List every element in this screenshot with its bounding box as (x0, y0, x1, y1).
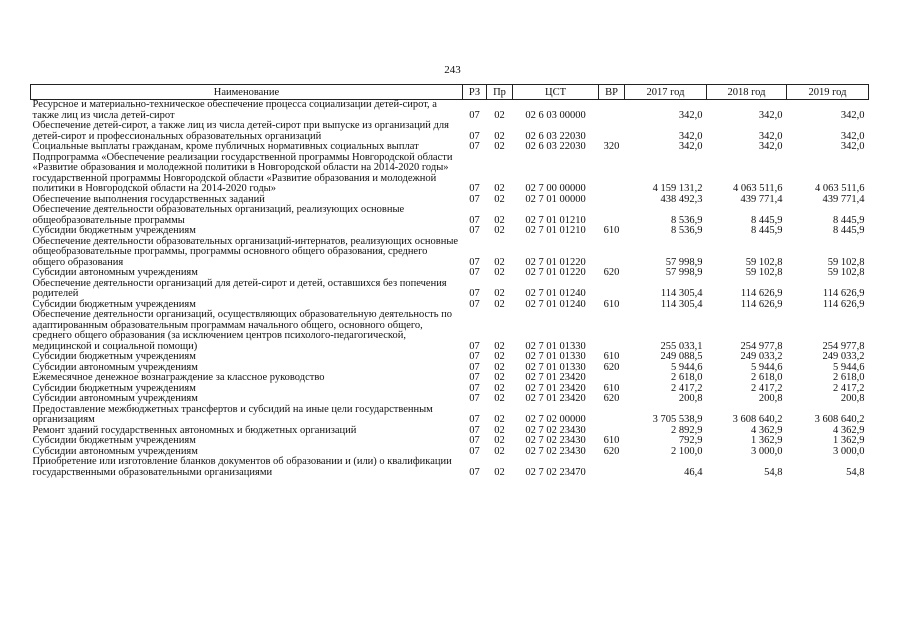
cell-pr: 02 (494, 193, 505, 205)
cell-rz: 07 (469, 445, 480, 457)
cell-cst: 02 7 01 23420 (525, 393, 586, 404)
cell-rz: 07 (469, 130, 480, 142)
cell-2017: 438 492,3 (660, 193, 703, 205)
cell-pr: 02 (494, 109, 505, 121)
cell-2017: 3 705 538,9 (652, 414, 703, 425)
cell-2017: 2 618,0 (671, 372, 703, 383)
cell-vr (599, 279, 625, 300)
cell-name: Обеспечение деятельности образовательных организаций-интернатов, реализующих основные общеобразовательные программы, программы основного общего образования, среднего общего образования (32, 235, 459, 268)
cell-2018: 3 000,0 (751, 445, 783, 457)
cell-rz: 07 (469, 298, 480, 310)
cell-2017: 200,8 (678, 393, 703, 404)
cell-vr (599, 405, 625, 426)
cell-2017: 255 033,1 (660, 340, 703, 352)
cell-2019: 4 362,9 (833, 424, 865, 436)
cell-2018: 54,8 (764, 466, 783, 478)
cell-name: Субсидии автономным учреждениям (32, 445, 198, 457)
table-row (31, 352, 869, 363)
cell-2018: 114 626,9 (740, 288, 783, 299)
cell-pr: 02 (494, 141, 505, 152)
cell-pr: 02 (494, 340, 505, 352)
cell-name: Ремонт зданий государственных автономных и бюджетных организаций (32, 424, 357, 436)
cell-pr: 02 (494, 130, 505, 142)
cell-cst: 02 7 01 01210 (525, 225, 586, 236)
cell-pr: 02 (494, 267, 505, 278)
cell-2017: 249 088,5 (660, 351, 703, 362)
cell-2017: 114 305,4 (660, 288, 703, 299)
cell-pr: 02 (494, 382, 505, 394)
cell-cst: 02 7 01 01240 (525, 298, 586, 310)
cell-vr (599, 205, 625, 226)
cell-name: Субсидии бюджетным учреждениям (32, 435, 196, 446)
cell-2018: 439 771,4 (740, 193, 783, 205)
cell-2019: 254 977,8 (822, 340, 865, 352)
table-row (31, 237, 869, 269)
cell-2018: 4 063 511,6 (733, 183, 783, 194)
cell-2018: 342,0 (758, 130, 783, 142)
cell-cst: 02 7 01 23420 (525, 382, 586, 394)
cell-pr: 02 (494, 466, 505, 478)
cell-2019: 8 445,9 (833, 225, 865, 236)
cell-cst: 02 7 01 01240 (525, 288, 586, 299)
cell-2017: 2 892,9 (671, 424, 703, 436)
cell-2018: 8 445,9 (751, 225, 783, 236)
header-pr: Пр (487, 85, 513, 100)
cell-2019: 249 033,2 (822, 351, 865, 362)
cell-vr (599, 457, 625, 478)
header-cst: ЦСТ (513, 85, 599, 100)
cell-2018: 200,8 (758, 393, 783, 404)
cell-2019: 342,0 (840, 141, 865, 152)
cell-2017: 8 536,9 (671, 225, 703, 236)
cell-vr: 610 (603, 351, 620, 362)
table-row (31, 226, 869, 237)
cell-vr: 320 (603, 141, 620, 152)
cell-2018: 8 445,9 (751, 214, 783, 226)
cell-rz: 07 (469, 435, 480, 446)
cell-pr: 02 (494, 445, 505, 457)
cell-rz: 07 (469, 466, 480, 478)
cell-cst: 02 7 01 01330 (525, 340, 586, 352)
cell-2018: 342,0 (758, 109, 783, 121)
cell-rz: 07 (469, 288, 480, 299)
cell-2019: 114 626,9 (822, 298, 865, 310)
cell-vr: 620 (603, 393, 620, 404)
cell-2018: 342,0 (758, 141, 783, 152)
cell-vr (599, 237, 625, 269)
cell-rz: 07 (469, 361, 480, 373)
cell-pr: 02 (494, 372, 505, 383)
cell-2019: 3 608 640,2 (814, 414, 865, 425)
cell-2017: 46,4 (684, 466, 703, 478)
cell-2018: 4 362,9 (751, 424, 783, 436)
table-row (31, 121, 869, 142)
cell-pr: 02 (494, 256, 505, 268)
cell-2017: 792,9 (678, 435, 703, 446)
cell-cst: 02 7 02 23470 (525, 466, 586, 478)
header-2018: 2018 год (707, 85, 787, 100)
cell-vr: 620 (603, 445, 620, 457)
cell-name: Обеспечение деятельности организаций для детей-сирот и детей, оставшихся без попечения родителей (32, 277, 447, 299)
header-2017: 2017 год (625, 85, 707, 100)
cell-2019: 200,8 (840, 393, 865, 404)
cell-rz: 07 (469, 267, 480, 278)
cell-cst: 02 6 03 22030 (525, 141, 586, 152)
cell-cst: 02 7 01 00000 (525, 193, 586, 205)
cell-pr: 02 (494, 361, 505, 373)
cell-vr (599, 153, 625, 195)
cell-rz: 07 (469, 372, 480, 383)
cell-name: Субсидии автономным учреждениям (32, 393, 198, 404)
cell-vr: 610 (603, 298, 620, 310)
cell-name: Обеспечение деятельности организаций, осуществляющих образовательную деятельность по адаптированным образовательным программам начального общего, основного общего, среднего общего образования (за исключением центров психолого-педагогической, медицинской и социальной помощи) (32, 309, 452, 352)
budget-table (30, 84, 869, 478)
cell-2018: 254 977,8 (740, 340, 783, 352)
table-row (31, 310, 869, 352)
header-2019: 2019 год (787, 85, 869, 100)
cell-2017: 57 998,9 (665, 267, 703, 278)
cell-cst: 02 7 02 23430 (525, 435, 586, 446)
cell-rz: 07 (469, 424, 480, 436)
cell-2019: 2 618,0 (833, 372, 865, 383)
cell-rz: 07 (469, 214, 480, 226)
cell-pr: 02 (494, 424, 505, 436)
cell-name: Субсидии бюджетным учреждениям (32, 225, 196, 236)
cell-name: Субсидии бюджетным учреждениям (32, 351, 196, 362)
cell-2018: 3 608 640,2 (732, 414, 783, 425)
cell-name: Обеспечение выполнения государственных заданий (32, 193, 265, 205)
cell-pr: 02 (494, 225, 505, 236)
cell-cst: 02 7 02 23430 (525, 424, 586, 436)
cell-2017: 2 100,0 (671, 445, 703, 457)
cell-rz: 07 (469, 141, 480, 152)
cell-name: Субсидии автономным учреждениям (32, 361, 198, 373)
cell-2018: 59 102,8 (745, 256, 783, 268)
cell-pr: 02 (494, 288, 505, 299)
cell-cst: 02 7 01 23420 (525, 372, 586, 383)
header-name: Наименование (31, 85, 463, 100)
cell-vr (599, 100, 625, 122)
table-row (31, 205, 869, 226)
cell-2019: 54,8 (846, 466, 865, 478)
cell-rz: 07 (469, 193, 480, 205)
cell-name: Приобретение или изготовление бланков документов об образовании и (или) о квалификации государственными образовательными организациями (32, 456, 452, 478)
cell-2018: 59 102,8 (745, 267, 783, 278)
cell-vr: 610 (603, 435, 620, 446)
cell-cst: 02 7 01 01330 (525, 361, 586, 373)
cell-vr: 620 (603, 267, 620, 278)
cell-2018: 5 944,6 (751, 361, 783, 373)
cell-2018: 2 618,0 (751, 372, 783, 383)
cell-2017: 5 944,6 (671, 361, 703, 373)
cell-2019: 4 063 511,6 (815, 183, 865, 194)
cell-pr: 02 (494, 183, 505, 194)
cell-pr: 02 (494, 393, 505, 404)
cell-vr (599, 310, 625, 352)
cell-2019: 342,0 (840, 109, 865, 121)
cell-2019: 114 626,9 (822, 288, 865, 299)
cell-rz: 07 (469, 225, 480, 236)
cell-rz: 07 (469, 256, 480, 268)
cell-cst: 02 7 02 00000 (525, 414, 586, 425)
cell-vr: 610 (603, 225, 620, 236)
cell-cst: 02 7 01 01220 (525, 267, 586, 278)
table-row (31, 142, 869, 153)
cell-name: Ресурсное и материально-техническое обеспечение процесса социализации детей-сирот, а также лиц из числа детей-сирот (32, 99, 437, 121)
cell-vr (599, 195, 625, 206)
page-number: 243 (444, 64, 461, 76)
cell-cst: 02 7 00 00000 (525, 183, 586, 194)
cell-2018: 249 033,2 (740, 351, 783, 362)
cell-cst: 02 7 01 01330 (525, 351, 586, 362)
cell-2018: 2 417,2 (751, 382, 783, 394)
cell-pr: 02 (494, 414, 505, 425)
cell-cst: 02 7 01 01210 (525, 214, 586, 226)
cell-cst: 02 6 03 22030 (525, 130, 586, 142)
cell-cst: 02 7 02 23430 (525, 445, 586, 457)
table-row (31, 394, 869, 405)
cell-2019: 59 102,8 (827, 267, 865, 278)
cell-rz: 07 (469, 382, 480, 394)
table-row (31, 100, 869, 122)
table-row (31, 268, 869, 279)
table-row (31, 153, 869, 195)
cell-2019: 439 771,4 (822, 193, 865, 205)
cell-cst: 02 7 01 01220 (525, 256, 586, 268)
cell-pr: 02 (494, 214, 505, 226)
cell-2017: 2 417,2 (671, 382, 703, 394)
cell-name: Субсидии автономным учреждениям (32, 267, 198, 278)
table-row (31, 373, 869, 384)
cell-2019: 5 944,6 (833, 361, 865, 373)
cell-2017: 57 998,9 (665, 256, 703, 268)
cell-pr: 02 (494, 351, 505, 362)
cell-cst: 02 6 03 00000 (525, 109, 586, 121)
cell-2019: 59 102,8 (827, 256, 865, 268)
table-row (31, 436, 869, 447)
cell-rz: 07 (469, 351, 480, 362)
cell-2017: 8 536,9 (671, 214, 703, 226)
cell-2019: 2 417,2 (833, 382, 865, 394)
cell-2019: 342,0 (840, 130, 865, 142)
cell-2017: 114 305,4 (660, 298, 703, 310)
cell-name: Подпрограмма «Обеспечение реализации государственной программы Новгородской области «Развитие образования и молодежной политики в Новгородской области на 2014-2020 годы» государственной программы Новгородской области «Развитие образования и молодежной политики в Новгородской области на 2014-2020 годы» (32, 151, 453, 194)
cell-vr (599, 121, 625, 142)
cell-name: Социальные выплаты гражданам, кроме публичных нормативных социальных выплат (32, 141, 419, 152)
cell-2017: 342,0 (678, 130, 703, 142)
cell-pr: 02 (494, 435, 505, 446)
cell-vr (599, 373, 625, 384)
cell-name: Обеспечение деятельности образовательных организаций, реализующих основные общеобразовательные программы (32, 204, 405, 226)
cell-2017: 4 159 131,2 (652, 183, 703, 194)
cell-vr: 620 (603, 361, 620, 373)
cell-2019: 3 000,0 (833, 445, 865, 457)
cell-2018: 114 626,9 (740, 298, 783, 310)
table-row (31, 279, 869, 300)
table-row (31, 405, 869, 426)
cell-vr: 610 (603, 382, 620, 394)
cell-rz: 07 (469, 109, 480, 121)
table-body (31, 100, 869, 479)
cell-2018: 1 362,9 (751, 435, 783, 446)
cell-name: Ежемесячное денежное вознаграждение за классное руководство (32, 372, 325, 383)
cell-name: Предоставление межбюджетных трансфертов и субсидий на иные цели государственным организациям (32, 403, 433, 425)
cell-rz: 07 (469, 414, 480, 425)
cell-2017: 342,0 (678, 141, 703, 152)
cell-rz: 07 (469, 340, 480, 352)
cell-2019: 1 362,9 (833, 435, 865, 446)
header-vr: ВР (599, 85, 625, 100)
cell-name: Субсидии бюджетным учреждениям (32, 382, 196, 394)
cell-rz: 07 (469, 393, 480, 404)
cell-name: Субсидии бюджетным учреждениям (32, 298, 196, 310)
cell-2019: 8 445,9 (833, 214, 865, 226)
cell-rz: 07 (469, 183, 480, 194)
cell-pr: 02 (494, 298, 505, 310)
cell-name: Обеспечение детей-сирот, а также лиц из числа детей-сирот при выпуске из организаций для детей-сирот и профессиональных образовательных организаций (32, 120, 449, 142)
table-row (31, 457, 869, 478)
header-rz: РЗ (463, 85, 487, 100)
cell-2017: 342,0 (678, 109, 703, 121)
table-header-row (31, 85, 869, 100)
